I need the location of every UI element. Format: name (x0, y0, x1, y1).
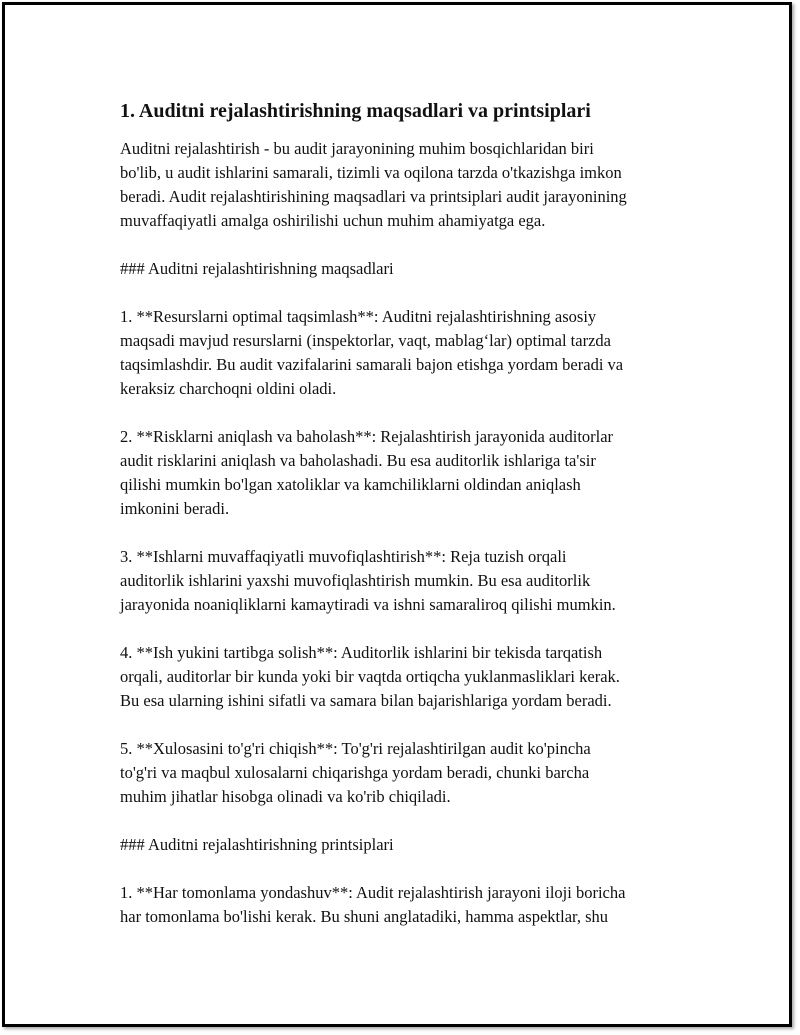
text-line: auditorlik ishlarini yaxshi muvofiqlashtirish mumkin. Bu esa auditorlik (120, 571, 591, 590)
text-line: imkonini beradi. (120, 499, 230, 518)
text-line: maqsadi mavjud resurslarni (inspektorlar, vaqt, mablag‘lar) optimal tarzda (120, 331, 611, 350)
text-line: muvaffaqiyatli amalga oshirilishi uchun muhim ahamiyatga ega. (120, 211, 546, 230)
paragraph-goal-2 (120, 425, 700, 521)
paragraph-goal-4 (120, 641, 700, 713)
text-line: 3. **Ishlarni muvaffaqiyatli muvofiqlashtirish**: Reja tuzish orqali (120, 547, 567, 566)
document-title: 1. Auditni rejalashtirishning maqsadlari va printsiplari (120, 100, 591, 122)
text-line: orqali, auditorlar bir kunda yoki bir vaqtda ortiqcha yuklanmasliklari kerak. (120, 667, 620, 686)
document-page (2, 2, 792, 1027)
text-line: ### Auditni rejalashtirishning maqsadlari (120, 259, 394, 278)
text-line: taqsimlashdir. Bu audit vazifalarini samarali bajon etishga yordam beradi va (120, 355, 624, 374)
paragraph-intro (120, 137, 700, 233)
text-line: muhim jihatlar hisobga olinadi va ko'rib chiqiladi. (120, 787, 451, 806)
text-line: 2. **Risklarni aniqlash va baholash**: Rejalashtirish jarayonida auditorlar (120, 427, 614, 446)
paragraph-goal-3 (120, 545, 700, 617)
text-line: 1. **Har tomonlama yondashuv**: Audit rejalashtirish jarayoni iloji boricha (120, 883, 626, 902)
text-line: jarayonida noaniqliklarni kamaytiradi va ishni samaraliroq qilishi mumkin. (120, 595, 616, 614)
text-line: Bu esa ularning ishini sifatli va samara bilan bajarishlariga yordam beradi. (120, 691, 612, 710)
text-line: bo'lib, u audit ishlarini samarali, tizimli va oqilona tarzda o'tkazishga imkon (120, 163, 622, 182)
text-line: qilishi mumkin bo'lgan xatoliklar va kamchiliklarni oldindan aniqlash (120, 475, 581, 494)
paragraph-goal-5 (120, 737, 700, 809)
text-line: 4. **Ish yukini tartibga solish**: Auditorlik ishlarini bir tekisda tarqatish (120, 643, 603, 662)
section-heading-principles (120, 833, 700, 857)
text-line: har tomonlama bo'lishi kerak. Bu shuni anglatadiki, hamma aspektlar, shu (120, 907, 609, 926)
document-content (120, 97, 700, 953)
text-line: 5. **Xulosasini to'g'ri chiqish**: To'g'ri rejalashtirilgan audit ko'pincha (120, 739, 591, 758)
text-line: Auditni rejalashtirish - bu audit jarayonining muhim bosqichlaridan biri (120, 139, 594, 158)
text-line: ### Auditni rejalashtirishning printsiplari (120, 835, 394, 854)
text-line: 1. **Resurslarni optimal taqsimlash**: Auditni rejalashtirishning asosiy (120, 307, 597, 326)
text-line: to'g'ri va maqbul xulosalarni chiqarishga yordam beradi, chunki barcha (120, 763, 590, 782)
paragraph-principle-1 (120, 881, 700, 929)
text-line: keraksiz charchoqni oldini oladi. (120, 379, 337, 398)
paragraph-goal-1 (120, 305, 700, 401)
section-heading-goals (120, 257, 700, 281)
text-line: beradi. Audit rejalashtirishining maqsadlari va printsiplari audit jarayonining (120, 187, 627, 206)
text-line: audit risklarini aniqlash va baholashadi. Bu esa auditorlik ishlariga ta'sir (120, 451, 596, 470)
